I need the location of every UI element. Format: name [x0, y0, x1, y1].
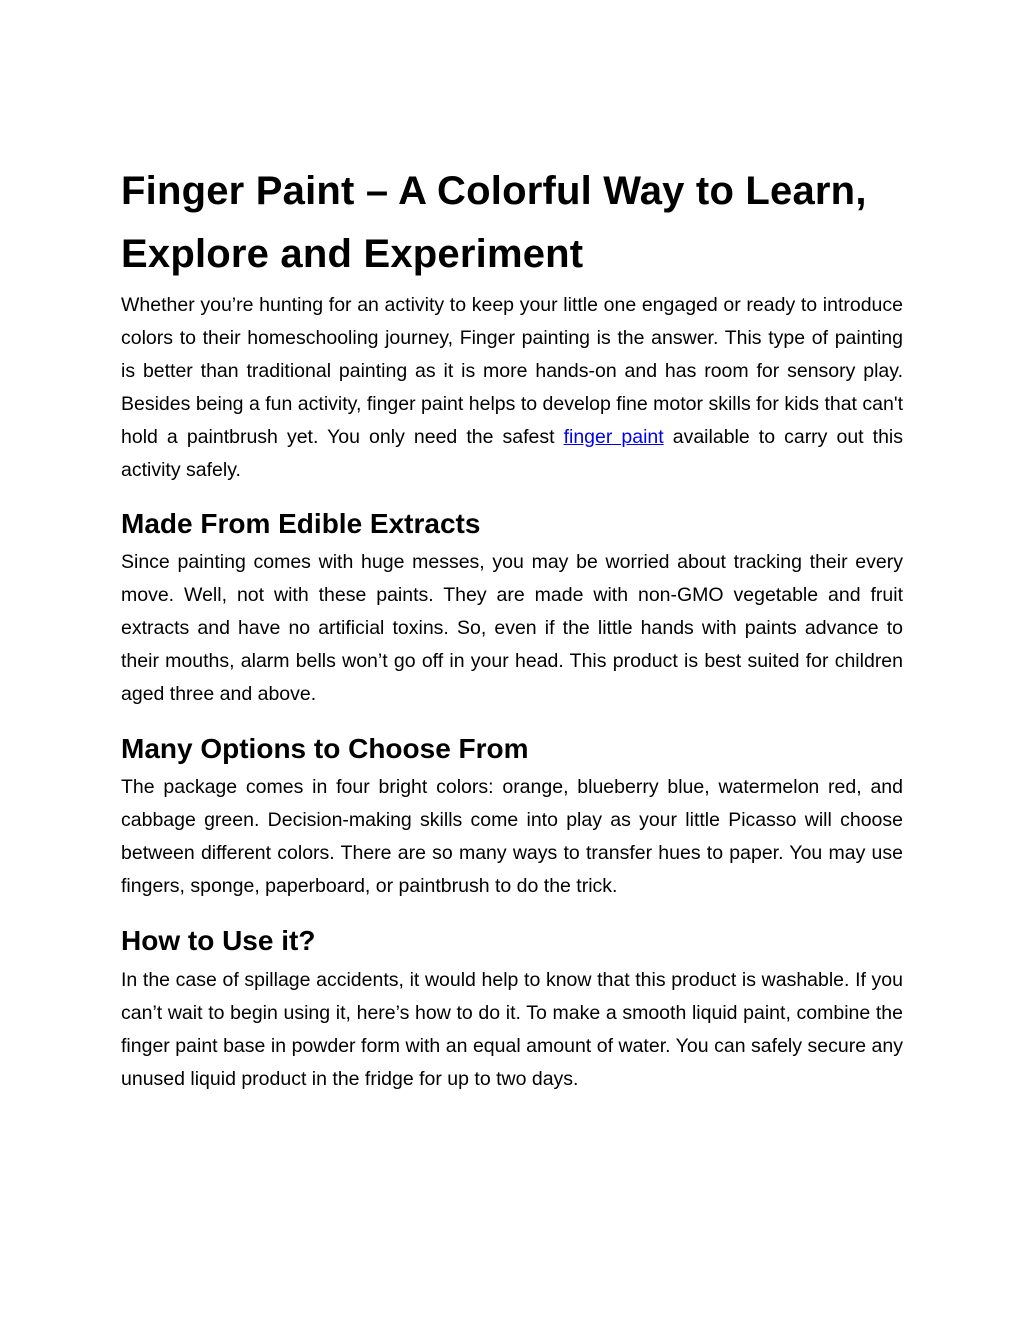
intro-paragraph — [121, 289, 903, 487]
section-heading-many-options: Many Options to Choose From — [121, 733, 529, 764]
section-heading-how-to-use: How to Use it? — [121, 925, 316, 956]
document-page — [121, 160, 903, 1096]
section-heading-edible-extracts: Made From Edible Extracts — [121, 508, 481, 539]
intro-text: Whether you’re hunting for an activity to keep your little one engaged or ready to introduce colors to their homeschooling journey, Finger painting is the answer. This type of painting is better than traditional painting as it is more hands-on and has room for sensory play. Besides being a fun activity, finger paint helps to develop fine motor skills for kids that can't hold a paintbrush yet. You only need the safest — [121, 294, 903, 448]
document-title: Finger Paint – A Colorful Way to Learn, Explore and Experiment — [121, 169, 867, 276]
section-body-edible-extracts: Since painting comes with huge messes, you may be worried about tracking their every move. Well, not with these paints. They are made with non-GMO vegetable and fruit extracts and have no artificial toxins. So, even if the little hands with paints advance to their mouths, alarm bells won’t go off in your head. This product is best suited for children aged three and above. — [121, 551, 903, 705]
section-body-how-to-use: In the case of spillage accidents, it would help to know that this product is washable. If you can’t wait to begin using it, here’s how to do it. To make a smooth liquid paint, combine the finger paint base in powder form with an equal amount of water. You can safely secure any unused liquid product in the fridge for up to two days. — [121, 969, 903, 1090]
intro-text-end: available to carry out this activity safely. — [121, 426, 903, 481]
section-body-many-options: The package comes in four bright colors: orange, blueberry blue, watermelon red, and cabbage green. Decision-making skills come into play as your little Picasso will choose between different colors. There are so many ways to transfer hues to paper. You may use fingers, sponge, paperboard, or paintbrush to do the trick. — [121, 776, 903, 897]
finger-paint-link[interactable]: finger paint — [563, 426, 664, 448]
